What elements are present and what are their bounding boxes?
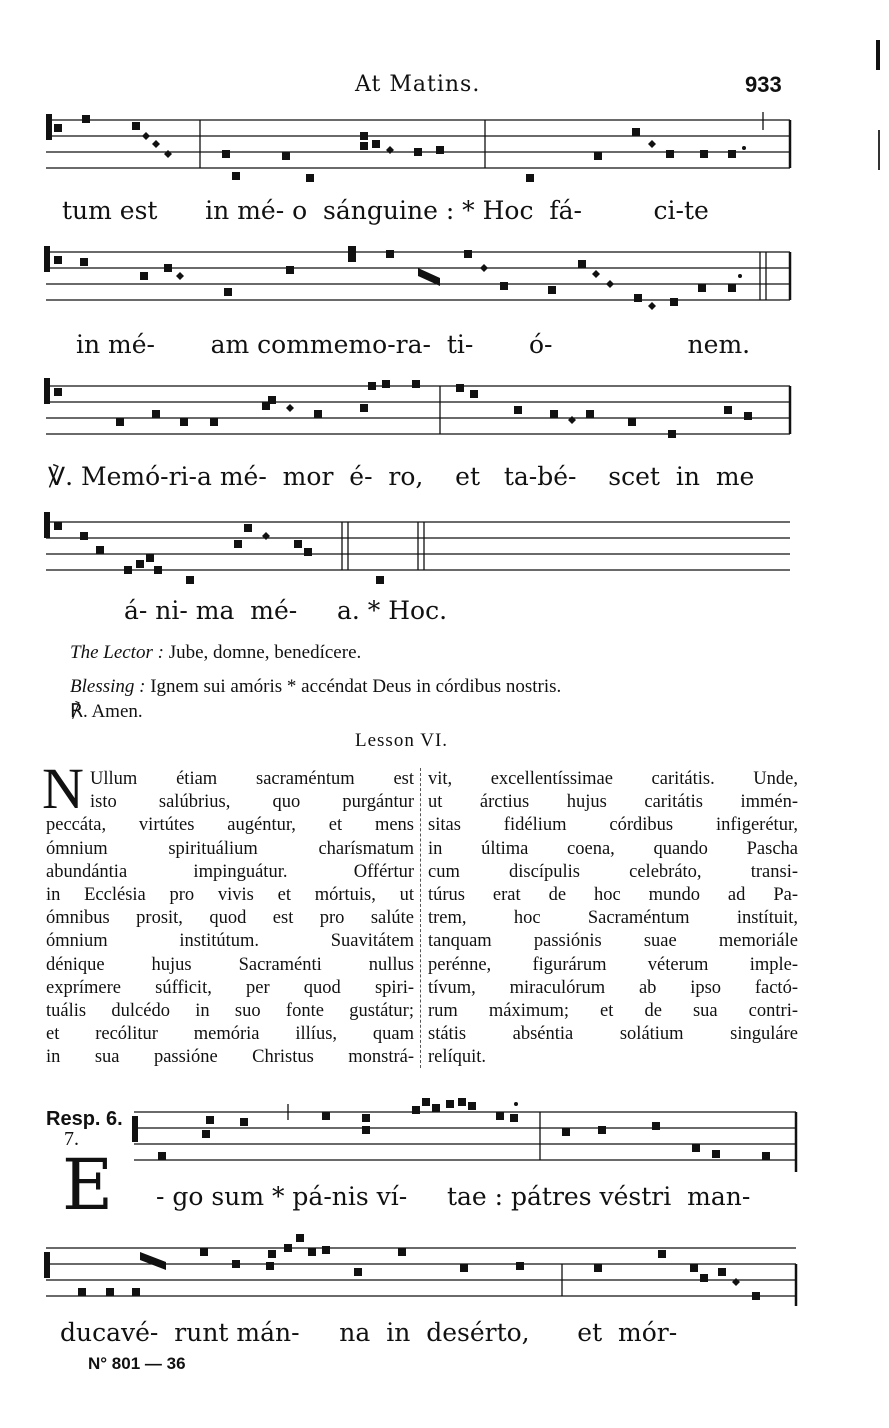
- text-line: ut árctius hujus caritátis immén-: [428, 792, 798, 813]
- text-line: dénique hujus Sacraménti nullus: [46, 954, 414, 975]
- chant-staff-3: [0, 374, 889, 454]
- chant-staff-5: [0, 1096, 889, 1176]
- chant-staff-1: [0, 110, 889, 190]
- page-number: 933: [745, 72, 782, 97]
- text-line: perénne, figurárum véterum imple-: [428, 954, 798, 975]
- drop-cap: N: [42, 756, 84, 821]
- chant-staff-2: [0, 244, 889, 324]
- big-initial: E: [62, 1144, 114, 1226]
- lector-role: The Lector :: [70, 642, 164, 663]
- lesson-right-column: [428, 768, 798, 1070]
- text-line: tívum, miraculórum ab ipso factó-: [428, 977, 798, 998]
- responsory-mode: 7.: [64, 1128, 79, 1150]
- lector-line: [70, 642, 361, 664]
- text-line: trem, hoc Sacraméntum instítuit,: [428, 908, 798, 929]
- text-line: peccáta, virtútes augéntur, et mens: [46, 815, 414, 836]
- text-line: Ullum étiam sacraméntum est: [90, 769, 414, 789]
- lesson-title: Lesson VI.: [355, 730, 449, 751]
- text-line: rum máximum; et de sua contri-: [428, 1001, 798, 1022]
- chant-lyrics-5: - go sum * pá-nis ví- tae : pátres véstri man-: [156, 1182, 751, 1211]
- text-line: túrus erat de hoc mundo ad Pa-: [428, 885, 798, 906]
- chant-staff-4: [0, 510, 889, 590]
- chant-lyrics-3: ℣. Memó-ri-a mé- mor é- ro, et ta-bé- scet in me: [48, 462, 755, 491]
- printer-signature: N° 801 — 36: [88, 1354, 186, 1373]
- response-amen: ℟. Amen.: [70, 701, 143, 722]
- text-line: ómnium institútum. Suavitátem: [46, 931, 414, 952]
- lector-text: Jube, domne, benedícere.: [163, 642, 362, 663]
- text-line: exprímere súfficit, per quod spiri-: [46, 977, 414, 998]
- text-line: ómnium spirituálium charísmatum: [46, 838, 414, 859]
- text-line: sitas fidélium córdibus infigerétur,: [428, 815, 798, 836]
- chant-lyrics-6: ducavé- runt mán- na in desérto, et mór-: [60, 1318, 678, 1347]
- blessing-role: Blessing :: [70, 676, 146, 697]
- text-line: cum discípulis celebráto, transi-: [428, 861, 798, 882]
- column-divider: [420, 768, 421, 1068]
- text-line: tuális dulcédo in suo fonte gustátur;: [46, 1001, 414, 1022]
- text-line: in sua passióne Christus monstrá-: [46, 1047, 414, 1068]
- margin-mark: [876, 40, 880, 70]
- responsory-label: Resp. 6.: [46, 1108, 123, 1130]
- chant-lyrics-2: in mé- am commemo-ra- ti- ó- nem.: [76, 330, 751, 359]
- running-head: At Matins.: [355, 72, 481, 97]
- text-line: in Ecclésia pro vivis et mórtuis, ut: [46, 885, 414, 906]
- text-line: relíquit.: [428, 1047, 487, 1068]
- blessing-line: [70, 676, 561, 698]
- text-line: tanquam passiónis suae memoriále: [428, 931, 798, 952]
- chant-staff-6: [0, 1232, 889, 1312]
- text-line: abundántia impinguátur. Offértur: [46, 861, 414, 882]
- lesson-left-column: [46, 768, 414, 1070]
- chant-lyrics-4: á- ni- ma mé- a. * Hoc.: [124, 596, 448, 625]
- text-line: vit, excellentíssimae caritátis. Unde,: [428, 769, 798, 789]
- blessing-text: Ignem sui amóris * accéndat Deus in córdibus nostris.: [145, 676, 562, 697]
- text-line: isto salúbrius, quo purgántur: [90, 792, 414, 813]
- text-line: ómnibus prosit, quod est pro salúte: [46, 908, 414, 929]
- chant-lyrics-1: tum est in mé- o sánguine : * Hoc fá- ci-te: [62, 196, 709, 225]
- text-line: et recólitur memória illíus, quam: [46, 1024, 414, 1045]
- text-line: in última coena, quando Pascha: [428, 838, 798, 859]
- text-line: státis abséntia solátium singuláre: [428, 1024, 798, 1045]
